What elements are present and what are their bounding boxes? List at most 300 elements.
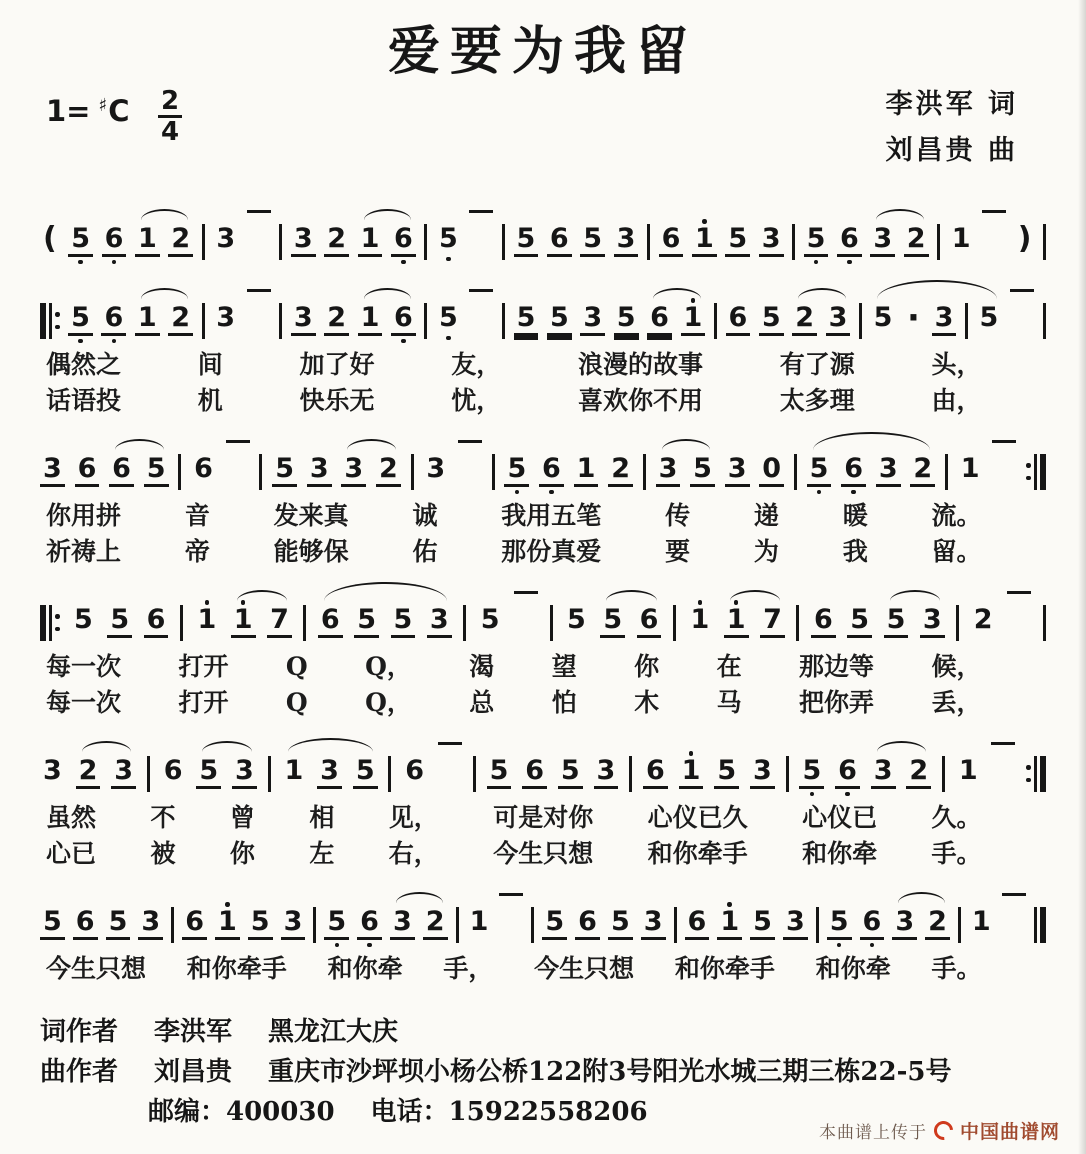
lyric-row — [46, 499, 982, 533]
lyric-segment: 见， — [388, 802, 439, 832]
barline — [424, 293, 427, 356]
lyric-segment: 心仪已久 — [647, 802, 748, 832]
note: 5 — [40, 897, 65, 956]
music-line — [40, 726, 1046, 799]
lyric-segment: 我 — [842, 536, 868, 566]
barline — [859, 293, 862, 356]
note: 1 — [724, 595, 749, 654]
lyric-segment: 你用拼 — [46, 500, 122, 530]
low-octave-dot — [847, 260, 852, 265]
lyric-segment: 有了源 — [779, 349, 855, 379]
note: 0 — [759, 444, 784, 503]
note: 5 — [804, 214, 829, 273]
note: 3 — [920, 595, 945, 654]
low-octave-dot — [549, 490, 554, 495]
lyric-segment: 和你牵 — [327, 953, 403, 983]
dash-note — [247, 293, 271, 346]
note: 6 — [811, 595, 836, 654]
note: 2 — [925, 897, 950, 956]
note: 6 — [182, 897, 207, 956]
note: 5 — [714, 746, 739, 805]
music-line — [40, 273, 1046, 346]
barline — [1043, 595, 1046, 658]
lyric-segment: 马 — [716, 687, 742, 717]
note: 1 — [215, 897, 240, 956]
repeat-dots — [55, 605, 60, 641]
barline — [792, 214, 795, 277]
lyric-segment: 候， — [931, 651, 982, 681]
barline — [550, 595, 553, 658]
lyric-segment: 和你牵手 — [186, 953, 287, 983]
note: 1 — [358, 293, 383, 352]
lyric-segment: 喜欢你不用 — [578, 385, 704, 415]
lyric-segment: 虽然 — [46, 802, 97, 832]
note: 5 — [847, 595, 872, 654]
lyric-segment: 为 — [753, 536, 779, 566]
slur — [890, 590, 940, 601]
note: 6 — [144, 595, 169, 654]
slur — [876, 209, 924, 220]
lyric-segment: 要 — [665, 536, 691, 566]
barline — [171, 897, 174, 960]
note: 5 — [354, 595, 379, 654]
note: 3 — [783, 897, 808, 956]
lyric-segment: 留。 — [931, 536, 982, 566]
dash-note — [992, 444, 1016, 497]
note: 3 — [759, 214, 784, 273]
note: 3 — [750, 746, 775, 805]
lyric-segment: 太多理 — [779, 385, 855, 415]
note: 5 — [436, 293, 461, 349]
note: 5 — [248, 897, 273, 956]
note: 5 — [391, 595, 416, 654]
watermark-site: 中国曲谱网 — [959, 1121, 1060, 1143]
dash-note — [458, 444, 482, 497]
slur — [813, 432, 930, 450]
watermark-text: 本曲谱上传于 — [818, 1123, 927, 1143]
note: 3 — [111, 746, 136, 805]
barline — [456, 897, 459, 960]
barline — [531, 897, 534, 960]
lyric-segment: 丢， — [931, 687, 982, 717]
note: 6 — [391, 214, 416, 273]
lyric-segment: 你 — [634, 651, 660, 681]
lyrics-block — [40, 499, 1046, 569]
repeat-dots — [55, 303, 60, 339]
note: 3 — [892, 897, 917, 956]
note: 3 — [876, 444, 901, 503]
barline — [424, 214, 427, 277]
lyric-segment: 忧， — [451, 385, 502, 415]
low-octave-dot — [810, 792, 815, 797]
note: 5 — [799, 746, 824, 805]
note: 3 — [870, 214, 895, 273]
repeat-begin-barline — [40, 293, 60, 356]
low-octave-dot — [446, 257, 451, 262]
time-denominator: 4 — [161, 116, 180, 147]
note: 5 — [827, 897, 852, 956]
note: 6 — [73, 897, 98, 956]
note: 1 — [717, 897, 742, 956]
note: 1 — [135, 293, 160, 352]
note: 1 — [135, 214, 160, 273]
dash-note — [469, 214, 493, 267]
note: 1 — [284, 754, 304, 786]
lyric-segment: 相 — [309, 802, 335, 832]
augmentation-dot: · — [907, 297, 920, 338]
score — [40, 194, 1046, 986]
lyric-segment: Q， — [365, 651, 412, 681]
lyric-segment: 心仪已 — [802, 802, 878, 832]
note: 5 — [580, 214, 605, 273]
footer-item: 电话：15922558206 — [370, 1096, 648, 1127]
note: 3 — [427, 595, 452, 654]
note: 5 — [567, 603, 586, 635]
qupu-logo-icon — [930, 1117, 957, 1144]
note: 5 — [68, 214, 93, 273]
note: 5 — [725, 214, 750, 273]
note: 6 — [318, 595, 343, 654]
barline — [674, 897, 677, 960]
note: 3 — [216, 301, 236, 333]
note: 2 — [904, 214, 929, 273]
note: 6 — [547, 214, 572, 273]
note: 3 — [390, 897, 415, 956]
note: 7 — [267, 595, 292, 654]
lyric-segment: 每一次 — [46, 687, 122, 717]
barline — [945, 444, 948, 507]
note: 3 — [216, 222, 236, 254]
lyrics-block — [40, 952, 1046, 986]
low-octave-dot — [112, 339, 117, 344]
note: 5 — [759, 293, 784, 352]
footer-item: 李洪军 — [154, 1016, 233, 1047]
lyricist-credit: 李洪军 词 — [885, 88, 1018, 120]
lyric-row — [46, 535, 982, 569]
note: 1 — [231, 595, 256, 654]
note: 6 — [357, 897, 382, 956]
lyric-segment: 那边等 — [799, 651, 875, 681]
repeat-end-barline — [1026, 444, 1046, 507]
dash-note — [1010, 293, 1034, 346]
footer-item: 刘昌贵 — [154, 1056, 233, 1087]
lyric-segment: Q， — [365, 687, 412, 717]
note: 6 — [539, 444, 564, 503]
note: 6 — [102, 214, 127, 273]
note: 3 — [43, 754, 62, 786]
footer-item: 黑龙江大庆 — [268, 1016, 399, 1047]
note: 3 — [641, 897, 666, 956]
lyric-segment: 由， — [931, 385, 982, 415]
barline — [268, 746, 271, 809]
low-octave-dot — [845, 792, 850, 797]
barline — [388, 746, 391, 809]
note: 2 — [910, 444, 935, 503]
note: 2 — [608, 444, 633, 503]
slur — [730, 590, 780, 601]
barline — [643, 444, 646, 507]
lyric-segment: 祈祷上 — [46, 536, 122, 566]
lyric-segment: 把你弄 — [799, 687, 875, 717]
note: 2 — [423, 897, 448, 956]
slur — [324, 582, 447, 601]
barline — [180, 595, 183, 658]
lyric-segment: 手。 — [931, 953, 982, 983]
note: 6 — [575, 897, 600, 956]
lyric-segment: 总 — [469, 687, 495, 717]
lyric-segment: 发来真 — [273, 500, 349, 530]
dash-note — [469, 293, 493, 346]
low-octave-dot — [837, 943, 842, 948]
barline — [202, 293, 205, 356]
note: 2 — [906, 746, 931, 805]
slur — [606, 590, 657, 601]
note: 6 — [101, 293, 126, 352]
lyric-segment: 能够保 — [273, 536, 349, 566]
lyric-segment: 浪漫的故事 — [578, 349, 704, 379]
lyric-segment: 怕 — [551, 687, 577, 717]
note: 6 — [860, 897, 885, 956]
barline — [279, 293, 282, 356]
note: 5 — [547, 293, 572, 352]
slur — [364, 288, 411, 299]
note: 3 — [317, 746, 342, 805]
barline — [816, 897, 819, 960]
key-prefix: 1= — [46, 93, 91, 128]
note: 3 — [281, 897, 306, 956]
note: 1 — [679, 746, 704, 805]
note: 3 — [307, 444, 332, 503]
note: 5 — [690, 444, 715, 503]
slur — [237, 590, 287, 601]
note: 5 — [144, 444, 169, 503]
sharp-icon: ♯ — [98, 94, 108, 116]
note: 6 — [163, 754, 183, 786]
note: 5 — [558, 746, 583, 805]
barline — [313, 897, 316, 960]
barline — [714, 293, 717, 356]
slur — [798, 288, 846, 299]
barline — [629, 746, 632, 809]
lyric-segment: 友， — [451, 349, 502, 379]
note: 5 — [353, 746, 378, 805]
note: 3 — [291, 293, 316, 352]
note: 1 — [971, 905, 991, 937]
lyric-segment: 帝 — [184, 536, 210, 566]
barline — [786, 746, 789, 809]
footer-row — [40, 1012, 1046, 1052]
low-octave-dot — [870, 943, 875, 948]
barline — [937, 214, 940, 277]
note: 2 — [324, 293, 349, 352]
barline — [463, 595, 466, 658]
note: 3 — [826, 293, 851, 352]
dash-note — [499, 897, 523, 950]
note: 3 — [40, 444, 65, 503]
note: 2 — [324, 214, 349, 273]
lyric-row — [46, 952, 982, 986]
score-header — [40, 82, 1046, 168]
note: 6 — [726, 293, 751, 352]
slur — [347, 439, 396, 450]
barline — [673, 595, 676, 658]
note: 3 — [341, 444, 366, 503]
note: 5 — [106, 897, 131, 956]
footer-item: 词作者 — [40, 1016, 119, 1047]
note: 5 — [74, 603, 93, 635]
lyric-segment: 每一次 — [46, 651, 122, 681]
note: 1 — [469, 905, 489, 937]
lyric-segment: 诚 — [412, 500, 438, 530]
lyric-segment: 渴 — [469, 651, 495, 681]
barline — [473, 746, 476, 809]
lyric-segment: 在 — [716, 651, 742, 681]
lyric-segment: 快乐无 — [299, 385, 375, 415]
slur — [653, 288, 701, 299]
low-octave-dot — [401, 339, 406, 344]
barline — [492, 444, 495, 507]
barline — [796, 595, 799, 658]
barline — [942, 746, 945, 809]
note: 5 — [68, 293, 93, 352]
lyric-segment: 和你牵 — [815, 953, 891, 983]
note: 5 — [107, 595, 132, 654]
time-numerator: 2 — [158, 88, 182, 118]
footer-row — [40, 1052, 1046, 1092]
low-octave-dot — [401, 260, 406, 265]
note: 6 — [391, 293, 416, 352]
barline — [647, 214, 650, 277]
watermark — [819, 1117, 1060, 1144]
music-line — [40, 575, 1046, 648]
lyric-segment: 不 — [150, 802, 176, 832]
note: 5 — [196, 746, 221, 805]
key-note: C — [108, 93, 130, 128]
note: 7 — [760, 595, 785, 654]
slur — [396, 892, 443, 903]
lyric-segment: 音 — [184, 500, 210, 530]
open-paren: ( — [43, 220, 57, 256]
lyrics-block — [40, 348, 1046, 418]
dash-note — [1007, 595, 1031, 648]
slur — [877, 741, 926, 752]
lyric-row — [46, 837, 982, 871]
barline — [147, 746, 150, 809]
note: 6 — [637, 595, 662, 654]
lyric-segment: 可是对你 — [493, 802, 594, 832]
repeat-begin-barline — [40, 595, 60, 658]
lyric-segment: 手。 — [931, 838, 982, 868]
repeat-dots — [1026, 454, 1031, 490]
low-octave-dot — [446, 336, 451, 341]
note: 3 — [138, 897, 163, 956]
note: 5 — [272, 444, 297, 503]
note: 5 — [614, 293, 639, 352]
footer-item: 曲作者 — [40, 1056, 119, 1087]
low-octave-dot — [367, 943, 372, 948]
lyrics-block — [40, 801, 1046, 871]
slur — [898, 892, 945, 903]
note: 3 — [291, 214, 316, 273]
note: 6 — [643, 746, 668, 805]
credits — [886, 82, 1018, 174]
low-octave-dot — [851, 490, 856, 495]
barline — [259, 444, 262, 507]
low-octave-dot — [817, 490, 822, 495]
note: 3 — [656, 444, 681, 503]
note: 5 — [542, 897, 567, 956]
note: 5 — [324, 897, 349, 956]
note: 2 — [376, 444, 401, 503]
lyric-segment: 和你牵手 — [647, 838, 748, 868]
slur — [202, 741, 252, 752]
lyric-segment: 佑 — [412, 536, 438, 566]
note: 5 — [979, 301, 999, 333]
barline — [1043, 293, 1046, 356]
barline — [958, 897, 961, 960]
barline — [965, 293, 968, 356]
note: 5 — [436, 214, 461, 270]
lyric-row — [46, 650, 982, 684]
lyric-segment: 久。 — [931, 802, 982, 832]
note: 1 — [194, 595, 219, 651]
note: 2 — [792, 293, 817, 352]
lyric-segment: 打开 — [178, 651, 229, 681]
slur — [877, 280, 997, 299]
note: 3 — [614, 214, 639, 273]
lyric-segment: 流。 — [931, 500, 982, 530]
note: 6 — [835, 746, 860, 805]
note: 3 — [580, 293, 605, 352]
key-signature — [46, 94, 130, 128]
lyric-segment: 你 — [229, 838, 255, 868]
lyric-segment: 望 — [551, 651, 577, 681]
barline — [411, 444, 414, 507]
dash-note — [247, 214, 271, 267]
lyric-segment: 心已 — [46, 838, 97, 868]
lyric-segment: 我用五笔 — [501, 500, 602, 530]
note: 3 — [426, 452, 446, 484]
lyrics-block — [40, 650, 1046, 720]
note: 6 — [841, 444, 866, 503]
low-octave-dot — [515, 490, 520, 495]
note: 5 — [600, 595, 625, 654]
note: 1 — [681, 293, 706, 352]
note: 6 — [685, 897, 710, 956]
footer-item: 重庆市沙坪坝小杨公桥122附3号阳光水城三期三栋22-5号 — [268, 1056, 952, 1087]
note: 5 — [873, 301, 893, 333]
lyric-segment: 和你牵 — [802, 838, 878, 868]
barline — [303, 595, 306, 658]
slur — [115, 439, 164, 450]
note: 3 — [725, 444, 750, 503]
lyric-segment: 曾 — [229, 802, 255, 832]
lyric-segment: 今生只想 — [534, 953, 635, 983]
lyric-row — [46, 801, 982, 835]
note: 1 — [574, 444, 599, 503]
note: 6 — [659, 214, 684, 273]
barline — [502, 214, 505, 277]
lyric-segment: 和你牵手 — [674, 953, 775, 983]
lyric-segment: 递 — [753, 500, 779, 530]
lyric-segment: 打开 — [178, 687, 229, 717]
lyric-segment: 左 — [309, 838, 335, 868]
note: 5 — [480, 603, 500, 635]
note: 3 — [232, 746, 257, 805]
note: 6 — [837, 214, 862, 273]
slur — [364, 209, 411, 220]
lyric-segment: 木 — [634, 687, 660, 717]
